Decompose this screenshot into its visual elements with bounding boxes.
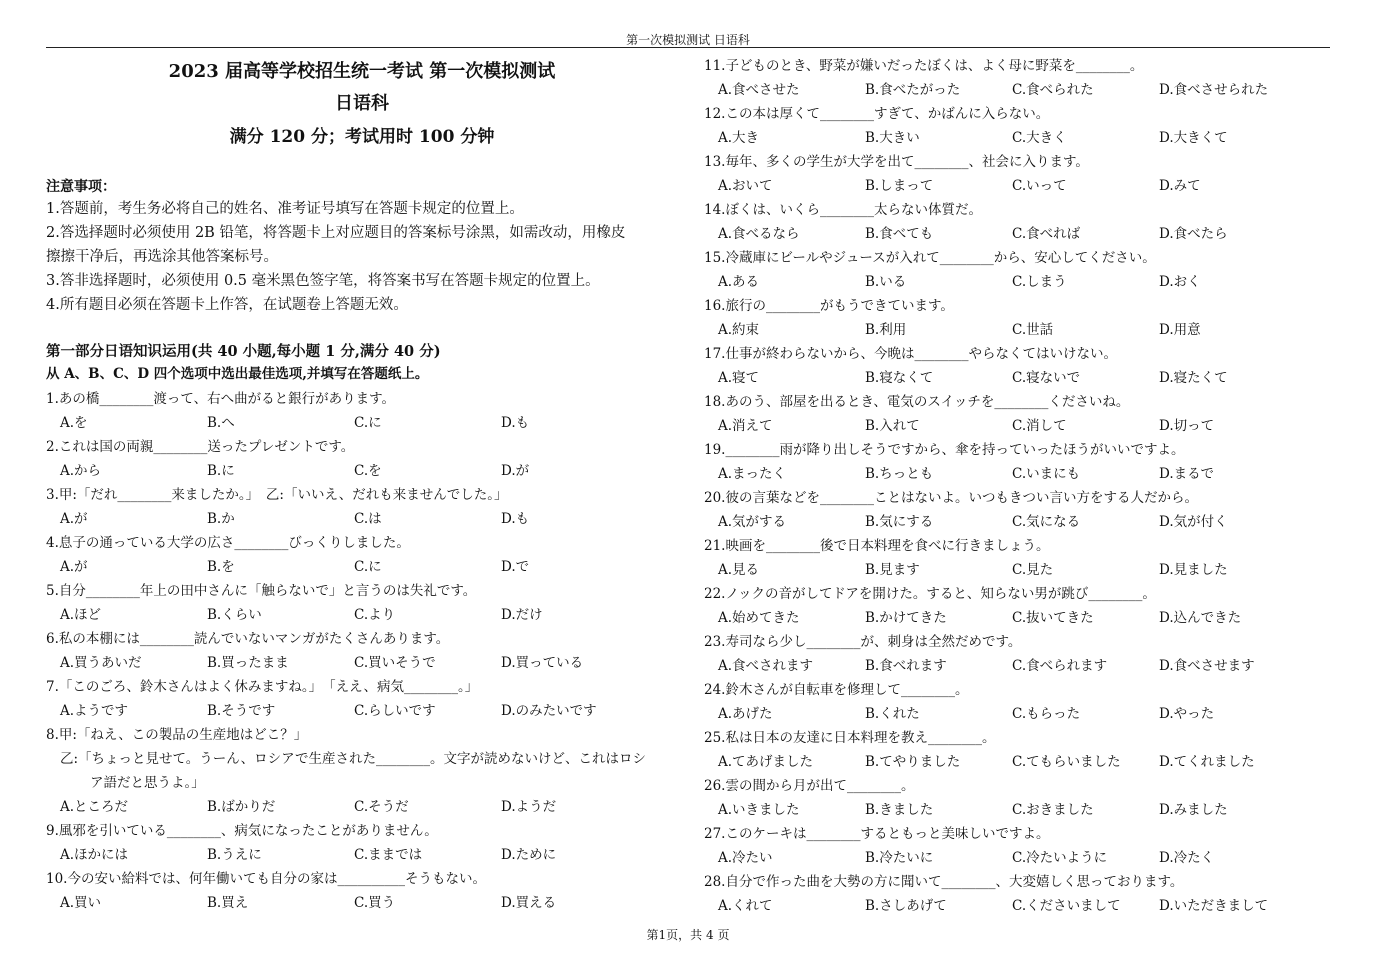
answer-options bbox=[46, 555, 678, 579]
answer-option: D.みました bbox=[1159, 802, 1228, 818]
answer-option: A.寝て bbox=[718, 370, 760, 386]
notice-item: 擦擦干净后，再选涂其他答案标号。 bbox=[46, 249, 278, 265]
notice-item: 1.答题前，考生务必将自己的姓名、准考证号填写在答题卡规定的位置上。 bbox=[46, 201, 524, 217]
answer-option: A.消えて bbox=[718, 418, 773, 434]
answer-option: D.用意 bbox=[1159, 322, 1201, 338]
answer-option: B.食べれます bbox=[865, 658, 947, 674]
answer-option: C.買う bbox=[354, 895, 396, 911]
answer-options bbox=[704, 750, 1334, 774]
question-stem: 12.この本は厚くて________すぎて、かばんに入らない。 bbox=[704, 106, 1050, 122]
answer-option: C.食べられます bbox=[1012, 658, 1108, 674]
answer-option: A.が bbox=[60, 511, 88, 527]
answer-option: D.込んできた bbox=[1159, 610, 1242, 626]
answer-option: C.くださいまして bbox=[1012, 898, 1121, 914]
answer-option: A.ところだ bbox=[60, 799, 129, 815]
answer-option: A.てあげました bbox=[718, 754, 814, 770]
question-item bbox=[704, 342, 1334, 390]
question-stem: 6.私の本棚には________読んでいないマンガがたくさんあります。 bbox=[46, 631, 450, 647]
page-footer: 第1页，共 4 页 bbox=[646, 928, 730, 942]
answer-option: B.ちっとも bbox=[865, 466, 934, 482]
answer-option: C.ままでは bbox=[354, 847, 423, 863]
answer-option: B.食べても bbox=[865, 226, 934, 242]
answer-option: A.食べされます bbox=[718, 658, 814, 674]
question-stem: 16.旅行の________がもうできています。 bbox=[704, 298, 954, 314]
answer-options bbox=[46, 891, 678, 915]
answer-option: D.てくれました bbox=[1159, 754, 1255, 770]
answer-option: B.さしあげて bbox=[865, 898, 947, 914]
answer-option: A.買うあいだ bbox=[60, 655, 142, 671]
answer-options bbox=[704, 222, 1334, 246]
question-item bbox=[704, 678, 1334, 726]
answer-option: B.買ったまま bbox=[207, 655, 289, 671]
answer-option: A.見る bbox=[718, 562, 760, 578]
question-item bbox=[704, 198, 1334, 246]
answer-option: B.てやりました bbox=[865, 754, 961, 770]
question-stem-continued: ア語だと思うよ。」 bbox=[90, 775, 205, 791]
question-stem: 17.仕事が終わらないから、今晩は________やらなくてはいけない。 bbox=[704, 346, 1117, 362]
answer-option: D.大きくて bbox=[1159, 130, 1228, 146]
answer-options bbox=[46, 459, 678, 483]
question-item bbox=[46, 819, 678, 867]
answer-option: C.冷たいように bbox=[1012, 850, 1108, 866]
right-column bbox=[704, 54, 1334, 918]
answer-option: D.買っている bbox=[501, 655, 584, 671]
answer-option: D.で bbox=[501, 559, 530, 575]
answer-option: A.買い bbox=[60, 895, 102, 911]
answer-options bbox=[704, 414, 1334, 438]
answer-option: B.入れて bbox=[865, 418, 920, 434]
answer-option: B.利用 bbox=[865, 322, 907, 338]
answer-option: B.食べたがった bbox=[865, 82, 961, 98]
answer-option: D.みて bbox=[1159, 178, 1201, 194]
question-item bbox=[46, 867, 678, 915]
question-stem: 2.これは国の両親________送ったプレゼントです。 bbox=[46, 439, 355, 455]
question-item bbox=[704, 774, 1334, 822]
answer-option: A.あげた bbox=[718, 706, 773, 722]
answer-option: C.買いそうで bbox=[354, 655, 436, 671]
answer-option: A.食べさせた bbox=[718, 82, 800, 98]
answer-option: A.まったく bbox=[718, 466, 787, 482]
question-item bbox=[46, 483, 678, 531]
answer-options bbox=[46, 411, 678, 435]
answer-option: B.気にする bbox=[865, 514, 934, 530]
answer-option: D.だけ bbox=[501, 607, 543, 623]
answer-option: C.てもらいました bbox=[1012, 754, 1121, 770]
answer-options bbox=[704, 798, 1334, 822]
question-item bbox=[704, 102, 1334, 150]
question-stem: 8.甲:「ねえ、この製品の生産地はどこ？」 bbox=[46, 727, 308, 743]
answer-option: A.ようです bbox=[60, 703, 129, 719]
answer-option: A.くれて bbox=[718, 898, 773, 914]
question-stem: 18.あのう、部屋を出るとき、電気のスイッチを________くださいね。 bbox=[704, 394, 1130, 410]
question-item bbox=[46, 723, 678, 819]
answer-option: A.気がする bbox=[718, 514, 787, 530]
question-item bbox=[46, 435, 678, 483]
answer-option: B.きました bbox=[865, 802, 934, 818]
question-stem: 7.「このごろ、鈴木さんはよく休みますね。」 「ええ、病気________。」 bbox=[46, 679, 479, 695]
answer-option: A.が bbox=[60, 559, 88, 575]
answer-option: B.を bbox=[207, 559, 235, 575]
header-rule bbox=[46, 47, 1330, 48]
question-stem: 25.私は日本の友達に日本料理を教え________。 bbox=[704, 730, 996, 746]
left-column bbox=[46, 58, 678, 915]
answer-options bbox=[704, 702, 1334, 726]
answer-option: C.は bbox=[354, 511, 382, 527]
notice-item: 4.所有题目必须在答题卡上作答，在试题卷上答题无效。 bbox=[46, 297, 408, 313]
answer-options bbox=[704, 174, 1334, 198]
answer-option: A.ほかには bbox=[60, 847, 129, 863]
section-instruction: 从 A、B、C、D 四个选项中选出最佳选项,并填写在答题纸上。 bbox=[46, 366, 429, 382]
question-stem: 5.自分________年上の田中さんに「触らないで」と言うのは失礼です。 bbox=[46, 583, 477, 599]
answer-option: D.いただきまして bbox=[1159, 898, 1269, 914]
answer-option: D.おく bbox=[1159, 274, 1201, 290]
answer-option: D.が bbox=[501, 463, 530, 479]
question-stem: 10.今の安い給料では、何年働いても自分の家は__________そうもない。 bbox=[46, 871, 486, 887]
answer-option: B.くらい bbox=[207, 607, 262, 623]
answer-option: A.食べるなら bbox=[718, 226, 800, 242]
notice-item: 2.答选择题时必须使用 2B 铅笔，将答题卡上对应题目的答案标号涂黑，如需改动，用橡皮 bbox=[46, 225, 626, 241]
question-item bbox=[704, 822, 1334, 870]
answer-option: B.うえに bbox=[207, 847, 262, 863]
question-stem: 20.彼の言葉などを________ことはないよ。いつもきつい言い方をする人だから。 bbox=[704, 490, 1198, 506]
answer-option: B.に bbox=[207, 463, 235, 479]
question-stem: 22.ノックの音がしてドアを開けた。すると、知らない男が跳び________。 bbox=[704, 586, 1156, 602]
answer-options bbox=[704, 510, 1334, 534]
question-item bbox=[704, 630, 1334, 678]
answer-option: B.見ます bbox=[865, 562, 920, 578]
question-item bbox=[704, 582, 1334, 630]
answer-option: D.まるで bbox=[1159, 466, 1214, 482]
answer-option: D.食べさせます bbox=[1159, 658, 1255, 674]
answer-option: C.を bbox=[354, 463, 382, 479]
answer-option: B.寝なくて bbox=[865, 370, 934, 386]
question-item bbox=[704, 150, 1334, 198]
answer-option: D.のみたいです bbox=[501, 703, 597, 719]
answer-option: B.か bbox=[207, 511, 235, 527]
question-list-right bbox=[704, 54, 1334, 918]
answer-option: C.寝ないで bbox=[1012, 370, 1081, 386]
question-item bbox=[704, 246, 1334, 294]
answer-options bbox=[704, 270, 1334, 294]
score-time-line: 满分 120 分；考试用时 100 分钟 bbox=[229, 127, 495, 147]
answer-option: A.ある bbox=[718, 274, 760, 290]
question-stem-continued: 乙:「ちょっと見せて。うーん、ロシアで生産された________。文字が読めないけど、これはロシ bbox=[60, 751, 646, 767]
answer-option: C.消して bbox=[1012, 418, 1067, 434]
question-stem: 14.ぼくは、いくら________太らない体質だ。 bbox=[704, 202, 982, 218]
answer-option: D.やった bbox=[1159, 706, 1215, 722]
answer-option: B.いる bbox=[865, 274, 907, 290]
question-list-left bbox=[46, 387, 678, 915]
answer-options bbox=[704, 606, 1334, 630]
answer-options bbox=[46, 795, 678, 819]
answer-option: D.も bbox=[501, 511, 530, 527]
answer-option: B.買え bbox=[207, 895, 249, 911]
answer-options bbox=[704, 78, 1334, 102]
subject-title: 日语科 bbox=[335, 93, 389, 114]
answer-option: D.ようだ bbox=[501, 799, 557, 815]
answer-option: A.大き bbox=[718, 130, 760, 146]
question-item bbox=[46, 675, 678, 723]
question-stem: 13.毎年、多くの学生が大学を出て________、社会に入ります。 bbox=[704, 154, 1089, 170]
question-item bbox=[704, 486, 1334, 534]
answer-option: C.もらった bbox=[1012, 706, 1081, 722]
question-stem: 9.風邪を引いている________、病気になったことがありません。 bbox=[46, 823, 438, 839]
answer-option: C.気になる bbox=[1012, 514, 1081, 530]
question-stem: 11.子どものとき、野菜が嫌いだったぼくは、よく母に野菜を________。 bbox=[704, 58, 1144, 74]
question-item bbox=[46, 387, 678, 435]
notice-list bbox=[46, 197, 678, 317]
question-item bbox=[704, 438, 1334, 486]
answer-option: D.冷たく bbox=[1159, 850, 1215, 866]
question-stem: 19.________雨が降り出しそうですから、傘を持っていったほうがいいですよ。 bbox=[704, 442, 1185, 458]
answer-option: C.見た bbox=[1012, 562, 1054, 578]
answer-option: C.しまう bbox=[1012, 274, 1067, 290]
notice-item: 3.答非选择题时，必须使用 0.5 毫米黑色签字笔，将答案书写在答题卡规定的位置上。 bbox=[46, 273, 600, 289]
answer-option: A.おいて bbox=[718, 178, 773, 194]
answer-option: B.くれた bbox=[865, 706, 920, 722]
answer-option: D.食べたら bbox=[1159, 226, 1228, 242]
question-stem: 28.自分で作った曲を大勢の方に聞いて________、大変嬉しく思っております。 bbox=[704, 874, 1184, 890]
question-stem: 27.このケーキは________するともっと美味しいですよ。 bbox=[704, 826, 1050, 842]
answer-option: C.抜いてきた bbox=[1012, 610, 1094, 626]
answer-options bbox=[704, 846, 1334, 870]
answer-option: A.約束 bbox=[718, 322, 760, 338]
answer-options bbox=[704, 462, 1334, 486]
question-stem: 26.雲の間から月が出て________。 bbox=[704, 778, 915, 794]
answer-option: B.かけてきた bbox=[865, 610, 947, 626]
answer-option: A.ほど bbox=[60, 607, 102, 623]
answer-options bbox=[46, 843, 678, 867]
answer-option: C.らしいです bbox=[354, 703, 436, 719]
notice-heading: 注意事项： bbox=[46, 179, 116, 195]
answer-option: D.見ました bbox=[1159, 562, 1228, 578]
question-stem: 24.鈴木さんが自転車を修理して________。 bbox=[704, 682, 969, 698]
question-item bbox=[704, 294, 1334, 342]
question-stem: 4.息子の通っている大学の広さ________びっくりしました。 bbox=[46, 535, 410, 551]
answer-option: C.に bbox=[354, 559, 382, 575]
answer-option: B.へ bbox=[207, 415, 235, 431]
answer-option: C.食べれば bbox=[1012, 226, 1081, 242]
question-item bbox=[46, 531, 678, 579]
answer-option: C.より bbox=[354, 607, 396, 623]
answer-option: D.ために bbox=[501, 847, 557, 863]
answer-options bbox=[46, 507, 678, 531]
answer-option: B.ばかりだ bbox=[207, 799, 276, 815]
question-item bbox=[704, 726, 1334, 774]
answer-options bbox=[704, 654, 1334, 678]
answer-option: B.そうです bbox=[207, 703, 276, 719]
answer-option: B.大きい bbox=[865, 130, 920, 146]
answer-option: A.冷たい bbox=[718, 850, 773, 866]
answer-option: C.世話 bbox=[1012, 322, 1054, 338]
answer-option: A.を bbox=[60, 415, 88, 431]
answer-option: D.切って bbox=[1159, 418, 1215, 434]
question-item bbox=[704, 534, 1334, 582]
answer-option: C.そうだ bbox=[354, 799, 409, 815]
answer-option: C.いまにも bbox=[1012, 466, 1081, 482]
answer-option: B.冷たいに bbox=[865, 850, 934, 866]
answer-options bbox=[704, 894, 1334, 918]
answer-option: B.しまって bbox=[865, 178, 934, 194]
question-stem: 21.映画を________後で日本料理を食べに行きましょう。 bbox=[704, 538, 1050, 554]
answer-option: A.から bbox=[60, 463, 102, 479]
question-stem: 3.甲:「だれ________来ましたか。」 乙:「いいえ、だれも来ませんでした。」 bbox=[46, 487, 508, 503]
answer-options bbox=[704, 366, 1334, 390]
answer-option: D.も bbox=[501, 415, 530, 431]
answer-option: D.寝たくて bbox=[1159, 370, 1228, 386]
answer-option: C.おきました bbox=[1012, 802, 1094, 818]
answer-option: D.買える bbox=[501, 895, 557, 911]
answer-option: A.始めてきた bbox=[718, 610, 800, 626]
answer-options bbox=[46, 603, 678, 627]
answer-options bbox=[704, 318, 1334, 342]
answer-option: D.気が付く bbox=[1159, 514, 1228, 530]
answer-option: C.に bbox=[354, 415, 382, 431]
answer-option: C.大きく bbox=[1012, 130, 1067, 146]
question-item bbox=[704, 390, 1334, 438]
question-item bbox=[46, 579, 678, 627]
question-stem: 23.寿司なら少し________が、刺身は全然だめです。 bbox=[704, 634, 1022, 650]
answer-options bbox=[46, 651, 678, 675]
question-stem: 1.あの橋________渡って、右へ曲がると銀行があります。 bbox=[46, 391, 396, 407]
answer-option: A.いきました bbox=[718, 802, 800, 818]
exam-title: 2023 届高等学校招生统一考试 第一次模拟测试 bbox=[168, 61, 556, 82]
answer-options bbox=[704, 558, 1334, 582]
answer-option: C.いって bbox=[1012, 178, 1067, 194]
answer-option: C.食べられた bbox=[1012, 82, 1094, 98]
running-header: 第一次模拟测试 日语科 bbox=[626, 33, 750, 47]
answer-options bbox=[46, 699, 678, 723]
section-heading: 第一部分日语知识运用(共 40 小题,每小题 1 分,满分 40 分) bbox=[46, 343, 441, 360]
answer-options bbox=[704, 126, 1334, 150]
question-item bbox=[704, 54, 1334, 102]
question-item bbox=[46, 627, 678, 675]
question-stem: 15.冷蔵庫にビールやジュースが入れて________から、安心してください。 bbox=[704, 250, 1156, 266]
answer-option: D.食べさせられた bbox=[1159, 82, 1269, 98]
question-item bbox=[704, 870, 1334, 918]
